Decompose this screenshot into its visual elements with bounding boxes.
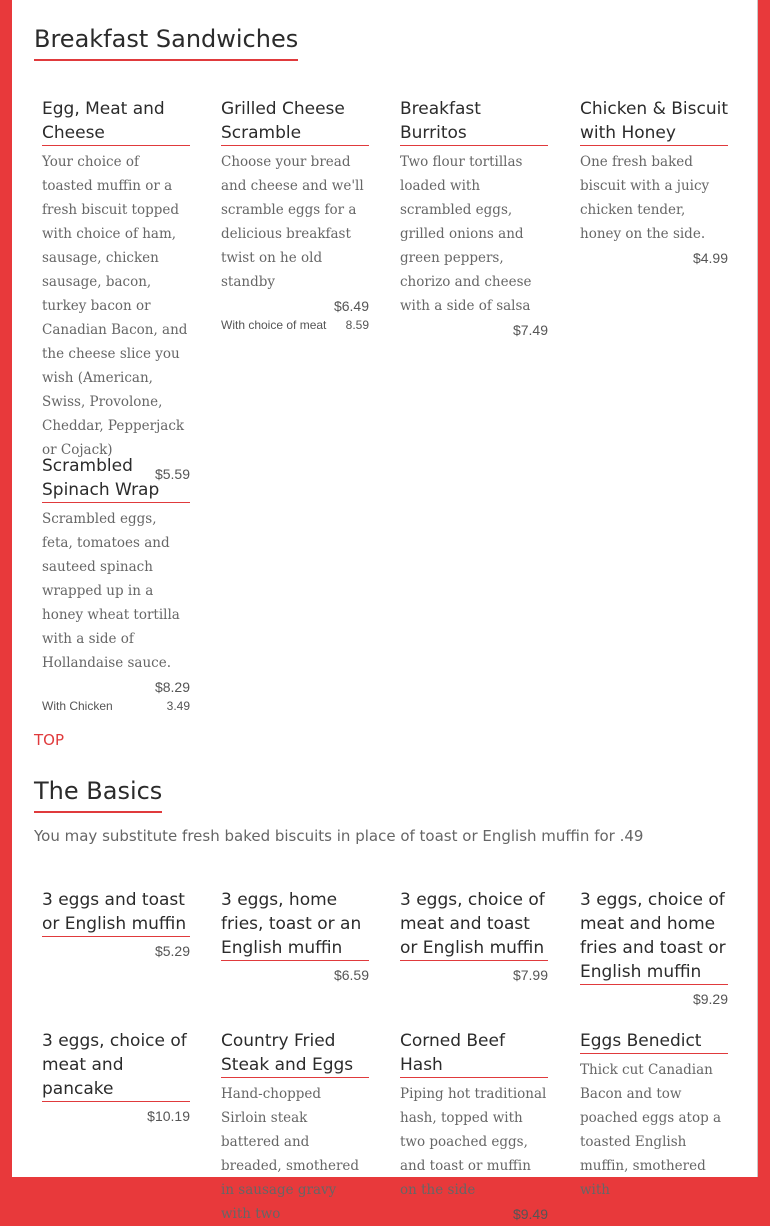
- item-price: $5.29: [154, 943, 190, 959]
- item-description: Piping hot traditional hash, topped with two poached eggs, and toast or muffin on the side: [400, 1086, 547, 1198]
- menu-item: [221, 1029, 369, 1226]
- menu-page: [12, 0, 758, 1222]
- menu-item: [42, 888, 190, 961]
- item-name: Eggs Benedict: [580, 1029, 728, 1054]
- item-price: $9.49: [512, 1206, 548, 1222]
- item-price: $9.29: [692, 991, 728, 1007]
- item-name: 3 eggs, choice of meat and toast or English muffin: [400, 888, 548, 961]
- menu-item: [580, 1029, 728, 1202]
- menu-item: [400, 97, 548, 340]
- item-name: 3 eggs, choice of meat and home fries and toast or English muffin: [580, 888, 728, 985]
- item-name: Chicken & Biscuit with Honey: [580, 97, 728, 146]
- menu-item: [580, 97, 728, 268]
- menu-item: [42, 97, 190, 484]
- item-price: $5.59: [154, 466, 190, 482]
- item-price: $7.49: [512, 322, 548, 338]
- item-name: Country Fried Steak and Eggs: [221, 1029, 369, 1078]
- item-description: One fresh baked biscuit with a juicy chicken tender, honey on the side.: [580, 154, 710, 242]
- item-description: Your choice of toasted muffin or a fresh biscuit topped with choice of ham, sausage, chicken sausage, bacon, turkey bacon or Canadian Bacon, and the cheese slice you wish (American, Swiss, Provolone, Cheddar, Pepperjack or Cojack): [42, 154, 188, 458]
- menu-item: [42, 454, 190, 715]
- item-price: $6.49: [333, 298, 369, 314]
- item-price: $10.19: [147, 1108, 190, 1124]
- item-name: Scrambled Spinach Wrap: [42, 454, 190, 503]
- item-name: Corned Beef Hash: [400, 1029, 548, 1078]
- item-price: $4.99: [692, 250, 728, 266]
- item-description: Choose your bread and cheese and we'll scramble eggs for a delicious breakfast twist on he old standby: [221, 154, 364, 290]
- item-description: Hand-chopped Sirloin steak battered and breaded, smothered in sausage gravy with two: [221, 1086, 360, 1222]
- extra-label: With choice of meat: [221, 318, 327, 332]
- item-description: Two flour tortillas loaded with scrambled eggs, grilled onions and green peppers, chorizo and cheese with a side of salsa: [400, 154, 532, 314]
- item-extra: [221, 316, 369, 334]
- item-price: $8.29: [154, 679, 190, 695]
- section-title-the-basics: The Basics: [34, 776, 162, 813]
- item-name: 3 eggs and toast or English muffin: [42, 888, 190, 937]
- item-name: Breakfast Burritos: [400, 97, 548, 146]
- section-note: You may substitute fresh baked biscuits in place of toast or English muffin for .49: [34, 827, 644, 845]
- item-price: $7.99: [512, 967, 548, 983]
- item-name: 3 eggs, home fries, toast or an English muffin: [221, 888, 369, 961]
- menu-item: [400, 888, 548, 985]
- item-name: 3 eggs, choice of meat and pancake: [42, 1029, 190, 1102]
- menu-item: [221, 888, 369, 985]
- item-description: Thick cut Canadian Bacon and tow poached eggs atop a toasted English muffin, smothered with: [580, 1062, 722, 1198]
- item-price: $6.59: [333, 967, 369, 983]
- item-description: Scrambled eggs, feta, tomatoes and sauteed spinach wrapped up in a honey wheat tortilla with a side of Hollandaise sauce.: [42, 511, 180, 671]
- item-name: Egg, Meat and Cheese: [42, 97, 190, 146]
- menu-item: [580, 888, 728, 1009]
- item-extra: [42, 697, 190, 715]
- page-edge: [757, 0, 758, 1177]
- extra-price: 3.49: [166, 699, 190, 713]
- menu-item: [400, 1029, 548, 1224]
- extra-price: 8.59: [345, 318, 369, 332]
- top-link[interactable]: TOP: [34, 731, 65, 749]
- item-name: Grilled Cheese Scramble: [221, 97, 369, 146]
- section-title-breakfast-sandwiches: Breakfast Sandwiches: [34, 24, 298, 61]
- menu-item: [221, 97, 369, 334]
- extra-label: With Chicken: [42, 699, 113, 713]
- menu-item: [42, 1029, 190, 1126]
